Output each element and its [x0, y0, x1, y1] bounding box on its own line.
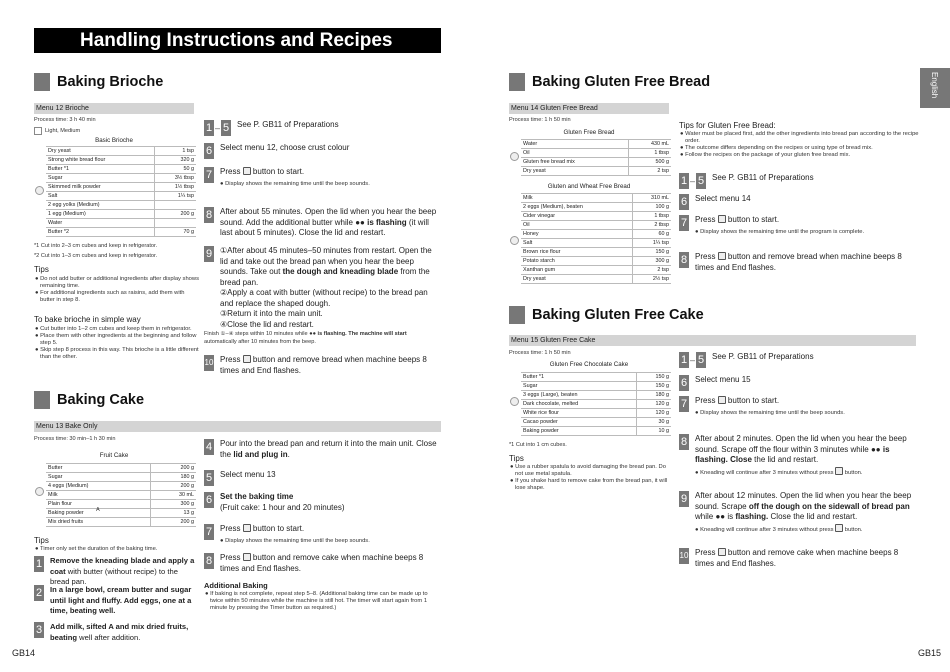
- ingredient-amount: [154, 201, 196, 210]
- ingredient-amount: 200 g: [151, 464, 196, 473]
- bread-pan-icon: [510, 236, 519, 245]
- gf-cake-step-6: 6 Select menu 15: [680, 375, 751, 389]
- brioche-section-title: [34, 72, 163, 92]
- ingredient-name: Salt: [521, 239, 632, 248]
- ingredient-amount: 120 g: [636, 400, 671, 409]
- page-banner: [34, 28, 441, 53]
- table-row: [521, 427, 671, 436]
- ingredient-amount: 1¼ tsp: [154, 192, 196, 201]
- additional-baking-note: ● If baking is not complete, repeat step 5–8. (Additional baking time can be made up to twice within 50 minutes while the machine is still hot. The timer will start again from 1 minute by pressing the Timer button as required.): [205, 591, 428, 611]
- cake-step-1: 1 Remove the kneading blade and apply a coat with butter (without recipe) to the bread pan.: [35, 556, 195, 586]
- table-row: [46, 147, 196, 156]
- table-row: [521, 239, 671, 248]
- tips-heading: Tips: [34, 265, 49, 274]
- ingredient-name: 2 eggs (Medium), beaten: [521, 203, 632, 212]
- list-item: ● Follow the recipes on the package of your gluten free bread mix.: [680, 152, 851, 158]
- table-row: [521, 257, 671, 266]
- section-heading: Baking Gluten Free Bread: [532, 74, 711, 90]
- start-button-icon: [718, 215, 726, 223]
- ingredient-name: Butter *1: [521, 373, 636, 382]
- ingredient-table: [521, 193, 671, 284]
- gf-cake-step-8: 8 After about 2 minutes. Open the lid when you hear the beep sound. Scrape off the flour within 3 minutes while ●● is flashing. Close the lid and restart. ● Kneading will continue after 3 minutes without press button.: [680, 434, 907, 476]
- table-title: Gluten Free Bread: [563, 129, 615, 136]
- footnote: *1 Cut into 1 cm cubes.: [509, 442, 567, 448]
- menu-bar: Menu 12 Brioche: [34, 103, 194, 114]
- step-8: 8 After about 55 minutes. Open the lid when you hear the beep sound. Add the additional butter while ●● is flashing (it will last about 5 minutes). Close the lid and restart.: [205, 207, 437, 237]
- table-title: Gluten Free Chocolate Cake: [549, 361, 629, 368]
- ingredient-amount: 120 g: [636, 409, 671, 418]
- cake-step-7: 7 Press button to start. ● Display shows the remaining time until the beep sounds.: [205, 524, 370, 544]
- table-row: [521, 221, 671, 230]
- tips-heading: Tips for Gluten Free Bread:: [679, 121, 776, 130]
- ingredient-name: Cacao powder: [521, 418, 636, 427]
- table-row: [521, 194, 671, 203]
- process-time: Process time: 1 h 50 min: [509, 350, 571, 356]
- list-item: ● If you shake hard to remove cake from the bread pan, it will lose shape.: [510, 478, 668, 491]
- gf-bread-step-8: 8 Press button and remove bread when machine beeps 8 times and End flashes.: [680, 252, 902, 272]
- start-button-icon: [243, 524, 251, 532]
- table-row: [46, 192, 196, 201]
- table-row: [521, 203, 671, 212]
- footnote: *2 Cut into 1–3 cm cubes and keep in refrigerator.: [34, 253, 158, 259]
- table-row: [521, 382, 671, 391]
- step-9: 9 ①After about 45 minutes–50 minutes from restart. Open the lid and take out the bread pan when you hear the beep sounds. Take out the dough and kneading blade from the bread pan. ②Apply a coat with butter (without recipe) to the bread pan and replace the shaped dough. ③Return it into the main unit. ④Close the lid and restart.: [205, 246, 432, 329]
- ingredient-name: Potato starch: [521, 257, 632, 266]
- ingredient-name: Cider vinegar: [521, 212, 632, 221]
- ingredient-table: [521, 139, 671, 176]
- table-row: [46, 518, 196, 527]
- ingredient-amount: 430 mL: [628, 140, 671, 149]
- cake-step-2: 2 In a large bowl, cream butter and sugar until light and fluffy. Add eggs, one at a time, beating well.: [35, 585, 192, 615]
- cake-step-3: 3 Add milk, sifted A and mix dried fruits, beating well after addition.: [35, 622, 189, 642]
- additional-baking-heading: Additional Baking: [204, 581, 268, 590]
- list-item: ● Cut butter into 1–2 cm cubes and keep them in refrigerator.: [35, 326, 192, 332]
- gf-cake-step-9: 9 After about 12 minutes. Open the lid when you hear the beep sound. Scrape off the dough on the sidewall of bread pan while ●● is flashing. Close the lid and restart. ● Kneading will continue after 3 minutes without press button.: [680, 491, 912, 533]
- process-time: Process time: 3 h 40 min: [34, 117, 96, 123]
- table-row: [46, 509, 196, 518]
- table-row: [521, 158, 671, 167]
- ingredient-table: [521, 372, 671, 436]
- ingredient-name: Butter *1: [46, 165, 154, 174]
- gf-cake-step-7: 7 Press button to start. ● Display shows the remaining time until the beep sounds.: [680, 396, 845, 416]
- table-row: [46, 228, 196, 237]
- ingredient-amount: 150 g: [636, 373, 671, 382]
- gf-bread-step-6: 6 Select menu 14: [680, 194, 751, 208]
- tips-heading: Tips: [34, 536, 49, 545]
- bread-pan-icon: [510, 397, 519, 406]
- section-marker: [509, 306, 525, 324]
- table-row: [521, 418, 671, 427]
- ingredient-name: 1 egg (Medium): [46, 210, 154, 219]
- table-row: [521, 266, 671, 275]
- list-item: ● Do not add butter or additional ingredients after display shows remaining time.: [35, 276, 199, 289]
- step-1-5: 1 – 5 See P. GB11 of Preparations: [205, 120, 339, 134]
- table-row: [46, 500, 196, 509]
- ingredient-amount: 10 g: [636, 427, 671, 436]
- ingredient-name: Honey: [521, 230, 632, 239]
- table-row: [521, 140, 671, 149]
- finish-note: Finish ①–④ steps within 10 minutes while ●● is flashing. The machine will start automatically after 10 minutes from the beep.: [204, 331, 407, 345]
- language-tab: [920, 68, 950, 108]
- ingredient-amount: 150 g: [636, 382, 671, 391]
- ingredient-amount: 60 g: [632, 230, 671, 239]
- ingredient-name: 2 egg yolks (Medium): [46, 201, 154, 210]
- ingredient-name: 4 eggs (Medium): [46, 482, 151, 491]
- ingredient-amount: 100 g: [632, 203, 671, 212]
- table-row: [46, 210, 196, 219]
- table-row: [46, 464, 196, 473]
- ingredient-name: 3 eggs (Large), beaten: [521, 391, 636, 400]
- ingredient-name: Baking powder: [521, 427, 636, 436]
- page-number-right: GB15: [918, 648, 942, 658]
- ingredient-amount: 1 tbsp: [628, 149, 671, 158]
- list-item: ● Timer only set the duration of the baking time.: [35, 546, 158, 552]
- table-row: [46, 473, 196, 482]
- menu-bar: Menu 13 Bake Only: [34, 421, 441, 432]
- cake-step-5: 5 Select menu 13: [205, 470, 276, 484]
- ingredient-name: Mix dried fruits: [46, 518, 151, 527]
- ingredient-table: [46, 463, 196, 527]
- list-item: ● The outcome differs depending on the recipes or using type of bread mix.: [680, 145, 873, 151]
- ingredient-amount: 200 g: [154, 210, 196, 219]
- table-row: [521, 167, 671, 176]
- ingredient-amount: 180 g: [636, 391, 671, 400]
- start-button-icon: [718, 396, 726, 404]
- section-marker: [509, 73, 525, 91]
- ingredient-amount: 2 tbsp: [632, 221, 671, 230]
- ingredient-amount: 300 g: [151, 500, 196, 509]
- ingredient-name: Dry yeast: [521, 167, 628, 176]
- table-row: [521, 230, 671, 239]
- step-6: 6 Select menu 12, choose crust colour: [205, 143, 350, 157]
- stop-button-icon: [835, 524, 843, 532]
- table-row: [46, 219, 196, 228]
- ingredient-name: Sugar: [46, 174, 154, 183]
- section-marker: [34, 391, 50, 409]
- process-time: Process time: 1 h 50 min: [509, 117, 571, 123]
- gf-cake-section-title: [509, 305, 704, 325]
- table-row: [46, 491, 196, 500]
- ingredient-amount: 1 tbsp: [632, 212, 671, 221]
- section-heading: Baking Cake: [57, 392, 145, 408]
- table-row: [521, 248, 671, 257]
- ingredient-name: Dry yeast: [521, 275, 632, 284]
- ingredient-name: Plain flour: [46, 500, 151, 509]
- ingredient-name: Dry yeast: [46, 147, 154, 156]
- table-title: Basic Brioche: [95, 137, 133, 144]
- ingredient-amount: 1½ tbsp: [154, 183, 196, 192]
- gf-bread-section-title: [509, 72, 710, 92]
- section-marker: [34, 73, 50, 91]
- simple-list: [34, 326, 199, 361]
- ingredient-amount: 1 tsp: [154, 147, 196, 156]
- ingredient-name: Milk: [521, 194, 632, 203]
- stop-button-icon: [243, 355, 251, 363]
- ingredient-name: Oil: [521, 149, 628, 158]
- list-item: ● Water must be placed first, add the other ingredients into bread pan according to the recipe order.: [680, 131, 919, 144]
- gf-bread-step-7: 7 Press button to start. ● Display shows the remaining time until the program is complete.: [680, 215, 865, 235]
- crust-label: Light, Medium: [45, 128, 81, 134]
- process-time: Process time: 30 min–1 h 30 min: [34, 436, 116, 442]
- tips-list: [679, 131, 919, 159]
- ingredient-amount: 1¼ tsp: [632, 239, 671, 248]
- table-title: Fruit Cake: [99, 452, 129, 459]
- cake-section-title: [34, 390, 144, 410]
- ingredient-name: Butter: [46, 464, 151, 473]
- ingredient-amount: 70 g: [154, 228, 196, 237]
- table-title: Gluten and Wheat Free Bread: [547, 183, 631, 190]
- ingredient-amount: 310 mL: [632, 194, 671, 203]
- ingredient-name: Xanthan gum: [521, 266, 632, 275]
- crust-option: [34, 127, 80, 135]
- ingredient-name: Gluten free bread mix: [521, 158, 628, 167]
- ingredient-amount: 2 tsp: [628, 167, 671, 176]
- ingredient-amount: 50 g: [154, 165, 196, 174]
- table-row: [46, 482, 196, 491]
- stop-button-icon: [243, 553, 251, 561]
- gf-cake-step-1-5: 1 – 5 See P. GB11 of Preparations: [680, 352, 814, 366]
- list-item: ● For additional ingredients such as raisins, add them with butter in step 8.: [35, 290, 185, 303]
- ingredient-name: Skimmed milk powder: [46, 183, 154, 192]
- table-row: [46, 165, 196, 174]
- section-heading: Baking Gluten Free Cake: [532, 307, 704, 323]
- ingredient-amount: 500 g: [628, 158, 671, 167]
- ingredient-amount: 150 g: [632, 248, 671, 257]
- table-row: [521, 409, 671, 418]
- page-title: Handling Instructions and Recipes: [80, 30, 393, 51]
- table-row: [521, 212, 671, 221]
- ingredient-name: Water: [46, 219, 154, 228]
- bread-pan-icon: [510, 152, 519, 161]
- ingredient-amount: 320 g: [154, 156, 196, 165]
- list-item: ● Place them with other ingredients at the beginning and follow step 5.: [35, 333, 197, 346]
- table-row: [46, 156, 196, 165]
- ingredient-amount: 30 g: [636, 418, 671, 427]
- ingredient-amount: 13 g: [151, 509, 196, 518]
- ingredient-name: White rice flour: [521, 409, 636, 418]
- menu-bar: Menu 15 Gluten Free Cake: [509, 335, 916, 346]
- cake-step-4: 4 Pour into the bread pan and return it into the main unit. Close the lid and plug in.: [205, 439, 437, 459]
- ingredient-name: Brown rice flour: [521, 248, 632, 257]
- ingredient-amount: 2 tsp: [632, 266, 671, 275]
- ingredient-name: Sugar: [46, 473, 151, 482]
- start-button-icon: [243, 167, 251, 175]
- menu-bar: Menu 14 Gluten Free Bread: [509, 103, 669, 114]
- ingredient-name: Dark chocolate, melted: [521, 400, 636, 409]
- stop-button-icon: [718, 252, 726, 260]
- ingredient-amount: 300 g: [632, 257, 671, 266]
- tips-heading: Tips: [509, 454, 524, 463]
- tips-list: [509, 464, 671, 492]
- table-row: [521, 275, 671, 284]
- bread-pan-icon: [35, 186, 44, 195]
- table-row: [521, 391, 671, 400]
- step-7: 7 Press button to start. ● Display shows the remaining time until the beep sounds.: [205, 167, 370, 187]
- ingredient-name: Sugar: [521, 382, 636, 391]
- table-row: [521, 149, 671, 158]
- list-item: ● Skip step 8 process in this way. This brioche is a little different than the other.: [35, 347, 199, 360]
- table-row: [46, 183, 196, 192]
- ingredient-table: [46, 146, 196, 237]
- ingredient-amount: 2½ tsp: [632, 275, 671, 284]
- table-row: [521, 373, 671, 382]
- footnote: *1 Cut into 2–3 cm cubes and keep in refrigerator.: [34, 243, 158, 249]
- stop-button-icon: [835, 467, 843, 475]
- ingredient-amount: 30 mL: [151, 491, 196, 500]
- page-number-left: GB14: [12, 648, 36, 658]
- cake-step-8: 8 Press button and remove cake when machine beeps 8 times and End flashes.: [205, 553, 424, 573]
- ingredient-name: Butter *2: [46, 228, 154, 237]
- ingredient-name: Strong white bread flour: [46, 156, 154, 165]
- stop-button-icon: [718, 548, 726, 556]
- ingredient-name: Milk: [46, 491, 151, 500]
- section-heading: Baking Brioche: [57, 74, 164, 90]
- tips-list: [34, 276, 199, 304]
- table-row: [46, 201, 196, 210]
- simple-heading: To bake brioche in simple way: [34, 315, 141, 324]
- bread-pan-icon: [35, 487, 44, 496]
- step-10: 10 Press button and remove bread when machine beeps 8 times and End flashes.: [204, 355, 427, 375]
- group-label: A: [96, 507, 100, 513]
- table-row: [46, 174, 196, 183]
- gf-bread-step-1-5: 1 – 5 See P. GB11 of Preparations: [680, 173, 814, 187]
- ingredient-amount: 200 g: [151, 482, 196, 491]
- crust-icon: [34, 127, 42, 135]
- ingredient-amount: 200 g: [151, 518, 196, 527]
- ingredient-name: Water: [521, 140, 628, 149]
- list-item: ● Use a rubber spatula to avoid damaging the bread pan. Do not use metal spatula.: [510, 464, 666, 477]
- ingredient-name: Baking powder: [46, 509, 151, 518]
- language-label: English: [930, 72, 939, 99]
- ingredient-amount: 3½ tbsp: [154, 174, 196, 183]
- ingredient-amount: 180 g: [151, 473, 196, 482]
- ingredient-amount: [154, 219, 196, 228]
- ingredient-name: Oil: [521, 221, 632, 230]
- table-row: [521, 400, 671, 409]
- ingredient-name: Salt: [46, 192, 154, 201]
- cake-step-6: 6 Set the baking time (Fruit cake: 1 hour and 20 minutes): [205, 492, 345, 512]
- gf-cake-step-10: 10 Press button and remove cake when machine beeps 8 times and End flashes.: [679, 548, 899, 568]
